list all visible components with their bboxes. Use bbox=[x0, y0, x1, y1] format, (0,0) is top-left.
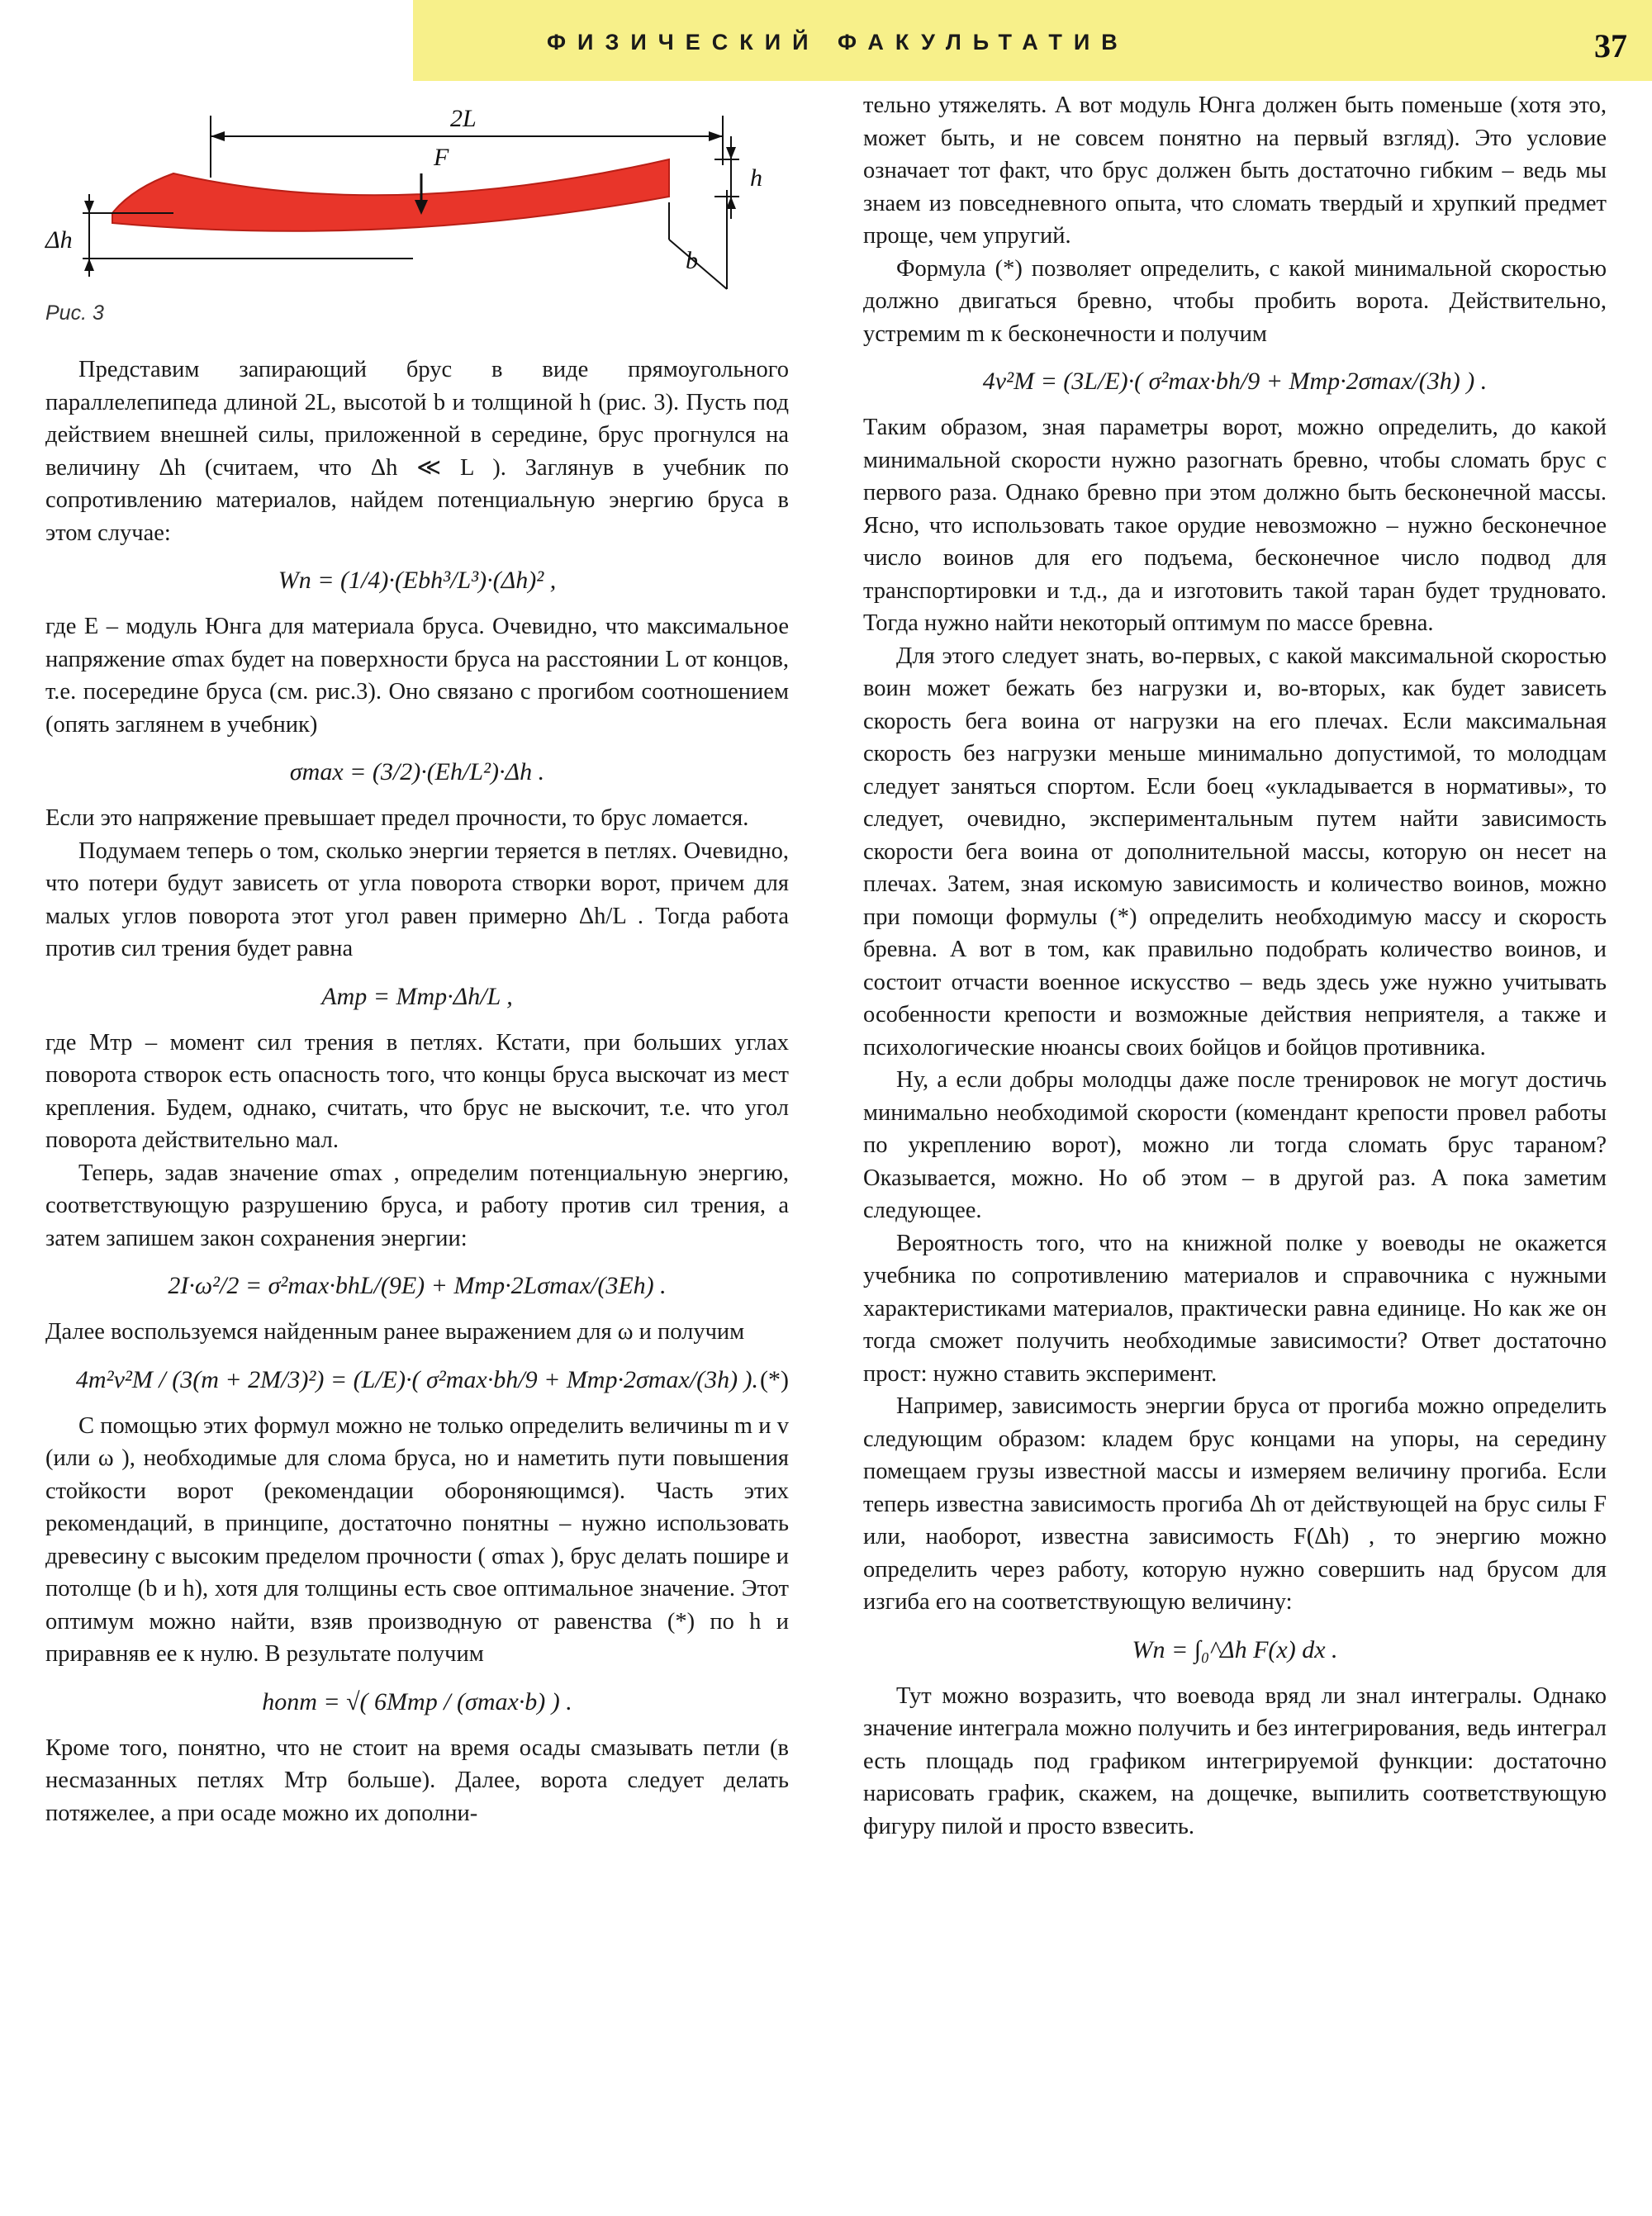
left-paragraph-1: Представим запирающий брус в виде прямоугольного параллелепипеда длиной 2L, высотой b и толщиной h (рис. 3). Пусть под действием внешней силы, приложенной в середине, брус прогнулся на величину Δh (считаем, что Δh ≪ L ). Заглянув в учебник по сопротивлению материалов, найдем потенциальную энергию бруса в этом случае: bbox=[45, 357, 789, 546]
figure-beam bbox=[33, 91, 776, 322]
page-header bbox=[413, 0, 1652, 81]
label-height: h bbox=[750, 164, 762, 192]
right-paragraph-1: тельно утяжелять. А вот модуль Юнга должен быть поменьше (хотя это, может быть, и не совсем понятно на первый взгляд). Это условие означает тот факт, что брус должен быть достаточно гибким – ведь мы знаем из повседневного опыта, что сломать твердый и хрупкий предмет проще, чем упругий. bbox=[863, 93, 1607, 249]
left-paragraph-6: Теперь, задав значение σmax , определим потенциальную энергию, соответствующую разрушению бруса, и работу против сил трения, а затем запишем закон сохранения энергии: bbox=[45, 1160, 789, 1251]
right-paragraph-3: Таким образом, зная параметры ворот, можно определить, до какой минимальной скорости нужно разогнать бревно, чтобы сломать брус с первого раза. Однако бревно при этом должно быть бесконечной массы. Ясно, что использовать такое орудие невозможно – нужно бесконечное число воинов для его подъема, бесконечное число подвод для транспортировки и т.д., да и изготовить такой таран будет трудновато. Тогда нужно найти некоторый оптимум по массе бревна. bbox=[863, 415, 1607, 636]
formula-potential-energy: Wп = (1/4)·(Ebh³/L³)·(Δh)² , bbox=[278, 567, 557, 594]
right-column bbox=[863, 89, 1607, 1843]
left-paragraph-3: Если это напряжение превышает предел прочности, то брус ломается. bbox=[45, 805, 749, 831]
right-paragraph-8: Тут можно возразить, что воевода вряд ли знал интегралы. Однако значение интеграла можно получить и без интегрирования, ведь интеграл есть площадь под графиком интегрируемой функции: достаточно нарисовать график, скажем, на дощечке, выпилить соответствующую фигуру пилой и просто взвесить. bbox=[863, 1682, 1607, 1839]
label-width: b bbox=[686, 247, 698, 274]
formula-energy-conservation: 2I·ω²/2 = σ²max·bhL/(9E) + Mтр·2Lσmax/(3Eh) . bbox=[168, 1272, 667, 1299]
formula-integral: Wп = ∫₀^Δh F(x) dx . bbox=[1132, 1635, 1338, 1663]
formula-star-body: 4m²v²M / (3(m + 2M/3)²) = (L/E)·( σ²max·bh/9 + Mтр·2σmax/(3h) ). bbox=[75, 1365, 759, 1393]
left-paragraph-9: Кроме того, понятно, что не стоит на время осады смазывать петли (в несмазанных петлях Mтр больше). Далее, ворота следует делать потяжелее, а при осаде можно их дополни- bbox=[45, 1734, 789, 1826]
left-paragraph-8: С помощью этих формул можно не только определить величины m и v (или ω ), необходимые для слома бруса, но и наметить пути повышения стойкости ворот (рекомендации обороняющимся). Часть этих рекомендаций, в принципе, достаточно понятны – нужно использовать древесину с высоким пределом прочности ( σmax ), брус делать пошире и потолще (b и h), хотя для толщины есть свое оптимальное значение. Этот оптимум можно найти, взяв производную от равенства (*) по h и приравняв ее к нулю. В результате получим bbox=[45, 1412, 789, 1667]
left-column bbox=[45, 354, 789, 1829]
equation-tag: (*) bbox=[760, 1365, 789, 1393]
right-paragraph-2: Формула (*) позволяет определить, с какой минимальной скоростью должно двигаться бревно, чтобы пробить ворота. Действительно, устремим m к бесконечности и получим bbox=[863, 255, 1607, 347]
right-paragraph-6: Вероятность того, что на книжной полке у воеводы не окажется учебника по сопротивлению материалов и справочника с нужными характеристиками материалов, практически равна единице. Но как же он тогда сможет получить необходимые зависимости? Ответ достаточно прост: нужно ставить эксперимент. bbox=[863, 1230, 1607, 1387]
left-paragraph-2: где E – модуль Юнга для материала бруса. Очевидно, что максимальное напряжение σmax будет на поверхности бруса на расстоянии L от концов, т.е. посередине бруса (см. рис.3). Оно связано с прогибом соотношением (опять заглянем в учебник) bbox=[45, 614, 789, 738]
formula-limit: 4v²M = (3L/E)·( σ²max·bh/9 + Mтр·2σmax/(3h) ) . bbox=[982, 368, 1488, 395]
left-paragraph-7: Далее воспользуемся найденным ранее выражением для ω и получим bbox=[45, 1319, 745, 1345]
right-paragraph-5: Ну, а если добры молодцы даже после тренировок не могут достичь минимально необходимой скорости (комендант крепости провел работы по укреплению ворот), можно ли тогда сломать брус тараном? Оказывается, можно. Но об этом – в другой раз. А пока заметим следующее. bbox=[863, 1067, 1607, 1223]
left-paragraph-5: где Mтр – момент сил трения в петлях. Кстати, при больших углах поворота створок есть опасность того, что концы бруса выскочат из мест крепления. Будем, однако, считать, что брус не выскочит, т.е. что угол поворота действительно мал. bbox=[45, 1029, 789, 1153]
formula-star bbox=[45, 1362, 789, 1398]
right-paragraph-4: Для этого следует знать, во-первых, с какой максимальной скоростью воин может бежать без нагрузки и, во-вторых, как будет зависеть скорость бега воина от нагрузки на его плечах. Если максимальная скорость без нагрузки меньше минимально допустимой, то молодцам следует заняться спортом. Если боец «укладывается в нормативы», то следует, очевидно, экспериментальным путем найти зависимость скорости бега воина от дополнительной массы, которую он несет на плечах. Затем, зная искомую зависимость и количество воинов, можно при помощи формулы (*) определить необходимую массу и скорость бревна. А вот в том, как правильно подобрать количество воинов, и состоит отчасти военное искусство – ведь здесь уже нужно учитывать особенности крепости и возможные действия неприятеля, а также и психологические нюансы своих бойцов и бойцов противника. bbox=[863, 643, 1607, 1061]
label-deflection: Δh bbox=[45, 226, 73, 254]
label-length: 2L bbox=[450, 105, 477, 132]
formula-sigma-max: σmax = (3/2)·(Eh/L²)·Δh . bbox=[289, 758, 545, 785]
page-number: 37 bbox=[1594, 27, 1627, 64]
beam-shape bbox=[112, 159, 669, 231]
left-paragraph-4: Подумаем теперь о том, сколько энергии теряется в петлях. Очевидно, что потери будут зависеть от угла поворота створки ворот, причем для малых углов поворота этот угол равен примерно Δh/L . Тогда работа против сил трения будет равна bbox=[45, 838, 789, 961]
header-title: ФИЗИЧЕСКИЙ ФАКУЛЬТАТИВ bbox=[547, 30, 1129, 55]
formula-h-opt: hопт = √( 6Mтр / (σmax·b) ) . bbox=[262, 1687, 572, 1715]
formula-friction-work: Aтр = Mтр·Δh/L , bbox=[321, 982, 513, 1010]
right-paragraph-7: Например, зависимость энергии бруса от прогиба можно определить следующим образом: кладем брус концами на упоры, на середину помещаем грузы известной массы и измеряем величину прогиба. Если теперь известна зависимость прогиба Δh от действующей на брус силы F или, наоборот, известна зависимость F(Δh) , то энергию можно определить через работу, которую нужно совершить над брусом для изгиба его на соответствующую величину: bbox=[863, 1393, 1607, 1615]
label-force: F bbox=[434, 144, 449, 171]
figure-caption: Рис. 3 bbox=[45, 301, 104, 325]
